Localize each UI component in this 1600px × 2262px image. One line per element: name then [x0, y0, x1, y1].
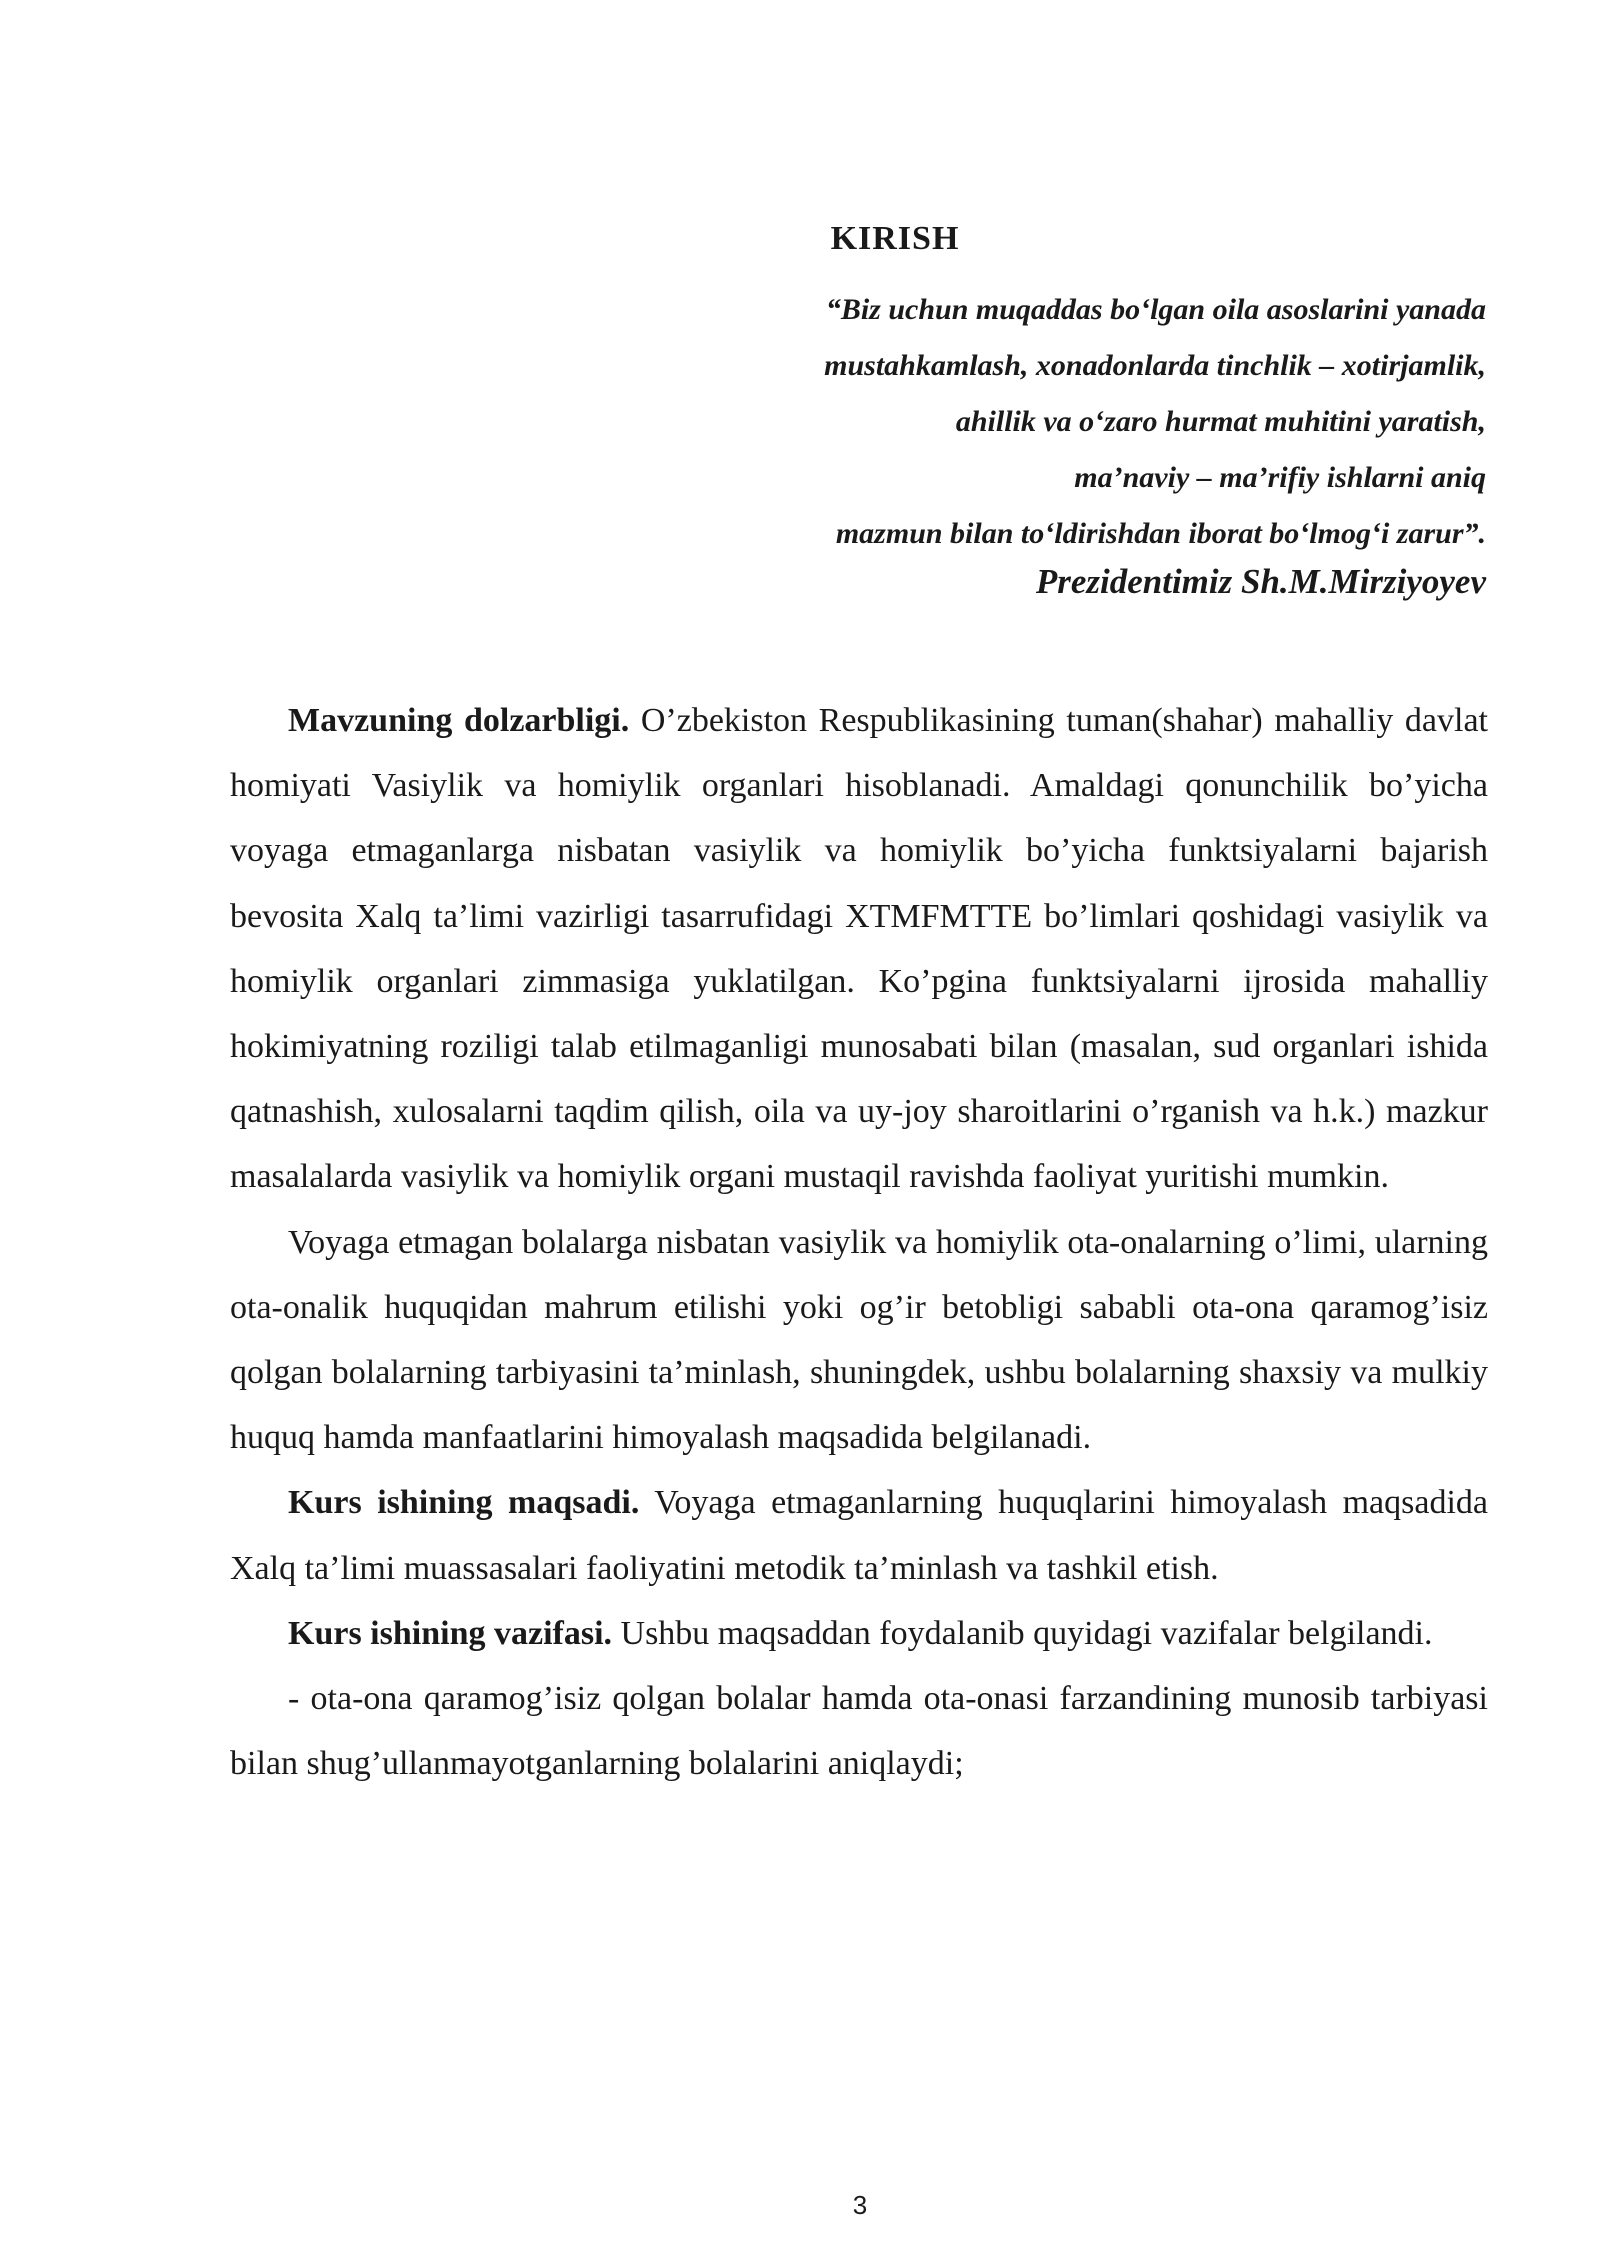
paragraph-guardianship	[230, 1210, 1488, 1471]
page-heading: KIRISH	[830, 220, 960, 257]
epigraph-line: mazmun bilan to‘ldirishdan iborat bo‘lmog‘i zarur”.	[835, 517, 1486, 550]
epigraph-author: Prezidentimiz Sh.M.Mirziyoyev	[1035, 562, 1486, 601]
paragraph-relevance	[230, 688, 1488, 1210]
epigraph-line: ahillik va o‘zaro hurmat muhitini yaratish,	[955, 405, 1486, 438]
paragraph-heading: Kurs ishining vazifasi.	[288, 1614, 613, 1652]
epigraph-quote	[586, 282, 1486, 562]
paragraph-text: O’zbekiston Respublikasining tuman(shahar) mahalliy davlat homiyati Vasiylik va homiylik organlari hisoblanadi. Amaldagi qonunchilik bo’yicha voyaga etmaganlarga nisbatan vasiylik va homiylik bo’yicha funktsiyalarni bajarish bevosita Xalq ta’limi vazirligi tasarrufidagi XTMFMTTE bo’limlari qoshidagi vasiylik va homiylik organlari zimmasiga yuklatilgan. Ko’pgina funktsiyalarni ijrosida mahalliy hokimiyatning roziligi talab etilmaganligi munosabati bilan (masalan, sud organlari ishida qatnashish, xulosalarni taqdim qilish, oila va uy-joy sharoitlarini o’rganish va h.k.) mazkur masalalarda vasiylik va homiylik organi mustaqil ravishda faoliyat yuritishi mumkin.	[230, 702, 1488, 1196]
paragraph-heading: Kurs ishining maqsadi.	[288, 1484, 640, 1522]
paragraph-text: Ushbu maqsaddan foydalanib quyidagi vazifalar belgilandi.	[612, 1614, 1433, 1652]
body-text	[230, 688, 1488, 1796]
list-item-text: - ota-ona qaramog’isiz qolgan bolalar hamda ota-onasi farzandining munosib tarbiyasi bilan shug’ullanmayotganlarning bolalarini aniqlaydi;	[230, 1680, 1488, 1783]
paragraph-text: Voyaga etmaganlarning huquqlarini himoyalash maqsadida Xalq ta’limi muassasalari faoliyatini metodik ta’minlash va tashkil etish.	[230, 1484, 1489, 1587]
paragraph-text: Voyaga etmagan bolalarga nisbatan vasiylik va homiylik ota-onalarning o’limi, ularning ota-onalik huquqidan mahrum etilishi yoki og’ir betobligi sababli ota-ona qaramog’isiz qolgan bolalarning tarbiyasini ta’minlash, shuningdek, ushbu bolalarning shaxsiy va mulkiy huquq hamda manfaatlarini himoyalash maqsadida belgilanadi.	[230, 1223, 1488, 1457]
epigraph-line: “Biz uchun muqaddas bo‘lgan oila asoslarini yanada	[825, 293, 1486, 326]
epigraph-line: ma’naviy – ma’rifiy ishlarni aniq	[1074, 461, 1486, 494]
paragraph-tasks	[230, 1601, 1488, 1666]
paragraph-heading: Mavzuning dolzarbligi.	[288, 702, 630, 739]
list-item	[230, 1666, 1488, 1796]
epigraph-line: mustahkamlash, xonadonlarda tinchlik – xotirjamlik,	[824, 349, 1486, 382]
paragraph-goal	[230, 1470, 1488, 1600]
page-number: 3	[852, 2190, 868, 2220]
